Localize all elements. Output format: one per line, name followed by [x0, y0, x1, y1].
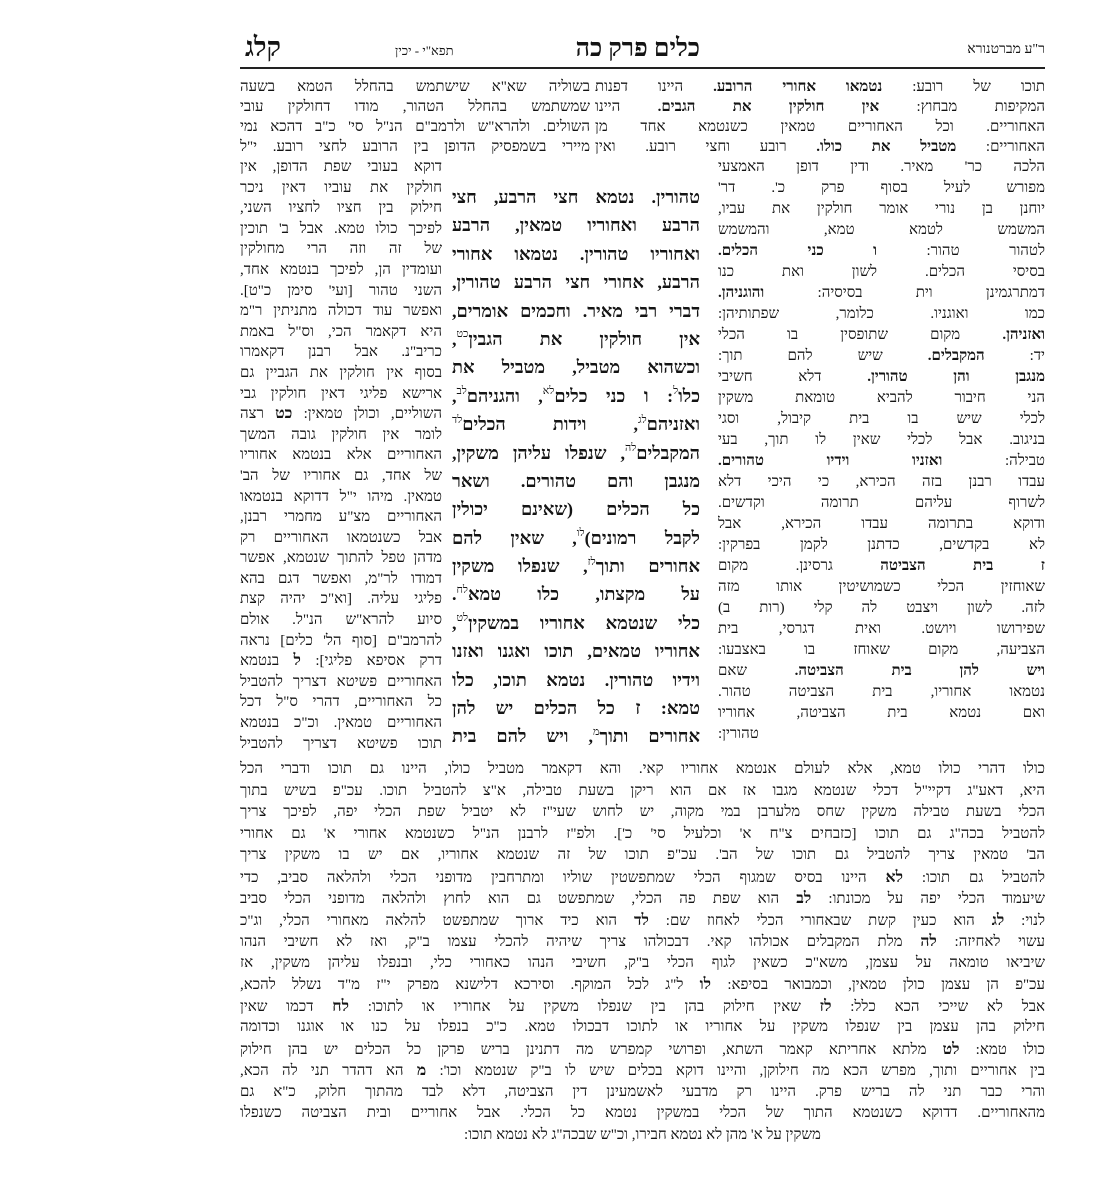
text-run: אבל כשנטמאו האחוריים רק: [240, 529, 442, 546]
yachin-column-line: [240, 548, 442, 569]
mishnah-column-line: [452, 552, 700, 580]
yachin-column-line: [240, 425, 442, 446]
yachin-column-line: [240, 157, 442, 178]
mishnah-column-line: [452, 580, 700, 608]
bartenura-column: [718, 157, 1045, 745]
text-run: כלו: [678, 385, 700, 406]
bartenura-column-line: [718, 178, 1045, 199]
heading-phrase: המקבלים.: [927, 348, 985, 364]
note-marker: ז: [635, 698, 641, 720]
text-run: דרק אסיפא פליגי]:: [300, 653, 442, 670]
footnote-reference: לט: [456, 612, 469, 625]
mishnah-column-line: [452, 495, 700, 523]
note-marker: לב: [796, 890, 812, 907]
yachin-column-line: [240, 610, 442, 631]
note-marker: ל: [293, 652, 301, 670]
text-run: לא בקדשים, כדתנן לקמן בפרקין:: [718, 537, 1045, 553]
text-run: האחוריים טמאין. וכ"כ בנטמא: [240, 715, 442, 732]
text-run: שאוחזין הכלי כשמושיטין אותו מזה: [718, 579, 1045, 595]
bartenura-column-line: [718, 304, 1045, 325]
text-run: היינו דפנות: [595, 79, 714, 95]
text-run: היא דקאמר הכי, וס"ל באמת: [240, 323, 442, 340]
text-run: טהורין:: [718, 726, 759, 742]
bartenura-top-block-line: [595, 117, 1045, 137]
yachin-column-line: [240, 507, 442, 528]
text-run: הוא שפת פה הכלי, שמתפשט גם הוא לחוץ ולהלאה מדופני הכלי סביב: [240, 891, 797, 907]
footnote-reference: לו: [576, 527, 585, 540]
bartenura-column-line: [718, 556, 1045, 577]
text-run: הכלי בשעת טבילה משקין שחס מלערבן במי מקוה, יש לחוש שעי"ז לא יטביל שפת הכלי יפה, לפיכך צריך: [240, 804, 1045, 820]
footnote-reference: לד: [452, 413, 463, 426]
mishnah-column-line: [452, 183, 700, 211]
text-run: לשרוף עליהם תרומה וקדשים.: [718, 495, 1045, 511]
yachin-column-line: [240, 487, 442, 508]
text-run: ,: [452, 385, 457, 406]
bartenura-column-line: [718, 199, 1045, 220]
text-run: אחורים ותוך: [595, 556, 700, 577]
bartenura-column-line: [718, 220, 1045, 241]
text-run: כריב"נ. אבל רבנן דקאמרו: [240, 344, 442, 361]
text-run: מדהן טפל להתוך שנטמא, אפשר: [240, 550, 442, 567]
yachin-bottom-block: [240, 759, 1045, 1146]
text-run: דכמו שאין: [240, 998, 333, 1015]
text-run: להטביל גם תוכו:: [902, 869, 1045, 886]
note-marker: לח: [332, 997, 349, 1015]
text-run: מיירי בשמפסיק הדופן בין הרובע לחצי רובע. י"ל: [240, 139, 590, 155]
text-run: בין אחוריים ותוך, מפרש הכא מה חילוקן, והיינו דוקא בכלים שיש לו ב"ק שנטמא וכו':: [426, 1063, 1045, 1079]
text-run: האחוריים. וכל האחוריים טמאין כשנטמא אחד מן: [595, 119, 1045, 135]
note-marker: לג: [991, 911, 1005, 929]
bartenura-column-line: [718, 367, 1045, 388]
text-run: יוחנן בן נורי אומר חולקין את עביו,: [718, 201, 1045, 217]
yachin-bottom-block-line: [240, 1017, 1045, 1039]
yachin-column-line: [240, 404, 442, 425]
bartenura-column-line: [718, 388, 1045, 409]
mishnah-column-line: [452, 410, 700, 438]
text-run: נטמאו אחוריו, בית הצביטה טהור.: [718, 684, 1045, 700]
heading-phrase: מטביל את כולו.: [816, 139, 957, 155]
yachin-bottom-block-line: [240, 996, 1045, 1018]
bartenura-column-line: [718, 325, 1045, 346]
text-run: המקיפות מבחוץ:: [879, 99, 1045, 115]
text-run: , והגניהם: [466, 385, 543, 406]
text-run: היינו: [595, 99, 658, 115]
text-run: ,: [452, 612, 457, 633]
yachin-column-line: [240, 178, 442, 199]
text-run: שיעמוד הכלי יפה על מכונתו:: [811, 891, 1045, 907]
text-run: הני חיבור להביא טומאת משקין: [718, 390, 1045, 406]
text-run: .: [452, 584, 457, 605]
text-run: בנטמא: [240, 653, 294, 670]
text-run: המקבלים: [636, 442, 700, 463]
yachin-column-line: [240, 631, 442, 652]
mishnah-column-line: [452, 467, 700, 495]
text-run: עבדו רבנן בזה הכירא, כי היכי דלא: [718, 474, 1045, 490]
text-run: מקום שתופסין בו הכלי: [718, 327, 1003, 343]
bartenura-column-line: [718, 157, 1045, 178]
text-run: המשמש לטמא טמא, והמשמש: [718, 222, 1045, 238]
text-run: לכלי שיש בו בית קיבול, וסגי: [718, 411, 1045, 427]
bartenura-column-line: [718, 577, 1045, 598]
text-run: כל האחוריים, דהרי ס"ל דכל: [240, 694, 442, 711]
text-run: כני כלים: [554, 385, 644, 406]
mishnah-column: [452, 183, 700, 751]
mishnah-column-line: [452, 666, 700, 694]
yachin-column-line: [240, 301, 442, 322]
heading-phrase: ויש להן בית הצביטה.: [794, 663, 1045, 679]
text-run: פליגי עליה. [וא"כ יהיה קצת: [240, 591, 442, 608]
text-run: הא דהדר תני לה הכא,: [240, 1063, 417, 1079]
text-run: כל הכלים יש להן: [452, 698, 636, 719]
text-run: בסיסי הכלים. לשון ואת כנו: [718, 264, 1045, 280]
yachin-column-line: [240, 322, 442, 343]
yachin-top-block-line: [240, 117, 590, 137]
text-run: שמשתמש בהחלל הטהור, מודו דחולקין עובי: [240, 99, 590, 115]
text-run: דמתרגמינן וית בסיסיה:: [764, 285, 1045, 301]
text-run: טמאין. מיהו י"ל דדוקא בנטמאו: [240, 488, 442, 505]
heading-phrase: נטמאו אחורי הרובע.: [713, 79, 883, 95]
bartenura-column-line: [718, 619, 1045, 640]
text-run: שפירושו ויושט. ואית דגרסי, בית: [718, 621, 1045, 637]
text-run: ,: [452, 328, 457, 349]
text-run: השוליים, וכולן טמאין:: [292, 406, 442, 423]
yachin-bottom-block-line: [240, 931, 1045, 953]
note-marker: לה: [920, 933, 937, 950]
text-run: מלת המקבלים אכולהו קאי. דבכולהו צריך שיהיה להכלי עצמו ב"ק, ואז לא חשיבי הנהו: [240, 934, 921, 950]
yachin-bottom-block-line: [240, 845, 1045, 867]
text-run: האחוריים:: [956, 139, 1045, 155]
text-run: מהאחוריים. דדוקא כשנטמא התוך של הכלי במשקין נטמא כל הכלי. אבל אחוריים ובית הצביטה כשנפלו: [240, 1105, 1045, 1121]
yachin-bottom-block-line: [240, 824, 1045, 846]
bartenura-column-line: [718, 262, 1045, 283]
heading-phrase: ו כני הכלים.: [718, 243, 878, 259]
yachin-column-line: [240, 734, 442, 755]
yachin-bottom-block-line: [240, 802, 1045, 824]
yachin-bottom-block-line: [240, 1082, 1045, 1104]
footnote-reference: ל: [673, 385, 679, 398]
text-run: ל"ג לכל המוקף. וסירכא דלישנא מפרק י"ז מ"ד נשלל להכא,: [240, 977, 700, 993]
yachin-bottom-block-line: [240, 910, 1045, 932]
yachin-bottom-block-line: [240, 781, 1045, 803]
bartenura-column-line: [718, 493, 1045, 514]
bartenura-column-line: [718, 682, 1045, 703]
yachin-column-line: [240, 239, 442, 260]
yachin-running-head: תפא"י - יכין: [395, 43, 454, 58]
text-run: אחורים ותוך: [599, 726, 700, 747]
footnote-reference: לא: [542, 385, 555, 398]
bartenura-column-line: [718, 703, 1045, 724]
mishnah-column-line: [452, 694, 700, 722]
mishnah-column-line: [452, 722, 700, 750]
bartenura-column-line: [718, 409, 1045, 430]
yachin-bottom-block-line: [240, 867, 1045, 889]
text-run: של זה וזה הרי מחולקין: [240, 241, 442, 258]
bartenura-running-head: ר"ע מברטנורא: [967, 42, 1045, 57]
text-run: של אחד, גם אחוריו של הב': [240, 467, 442, 484]
yachin-column-line: [240, 713, 442, 734]
text-run: גרסינן. מקום: [718, 558, 881, 574]
text-run: היא, דאע"ג דקיי"ל דכלי שנטמא מגבו אז אם הוא ריקן בשעת טבילה, א"צ להטביל תוכו. עכ"פ בשיש בתוך: [240, 782, 1045, 799]
yachin-top-block-line: [240, 97, 590, 117]
bartenura-top-block-line: [595, 77, 1045, 97]
text-run: רובע וחצי רובע. ואין: [595, 139, 817, 155]
bartenura-top-block: [595, 77, 1045, 157]
yachin-column-line: [240, 569, 442, 590]
yachin-column-line: [240, 198, 442, 219]
text-run: משקין על א' מהן לא נטמא חבירו, וכ"ש שבכה"ג לא נטמא תוכו:: [464, 1126, 821, 1143]
text-run: חולקין את עוביו דאין ניכר: [240, 179, 442, 196]
text-run: ארישא פליגי דאין חולקין גבי: [240, 385, 442, 402]
text-run: שיביאו טומאה על עצמן, משא"כ כשאין לגוף הכלי ב"ק, חשיבי הנהו כאחורי כלי, ובנפלו עליהן משקין, אז: [240, 954, 1045, 971]
text-run: לפיכך כולו טמא. אבל ב' תוכין: [240, 220, 442, 237]
text-run: בניגוב. אבל לכלי שאין לו תוך, בעי: [718, 432, 1045, 448]
text-run: תוכו פשיטא דצריך להטביל: [240, 735, 442, 752]
mishnah-column-line: [452, 268, 700, 296]
text-run: יד:: [984, 348, 1045, 364]
text-run: הצביעה, מקום שאוחז בו באצבעו:: [718, 642, 1045, 658]
text-run: כולו דהרי כולו טמא, אלא לעולם אנטמא אחוריו קאי. והא דקאמר מטביל כולו, היינו גם תוכו ודברי הכל: [240, 761, 1045, 777]
yachin-column-line: [240, 384, 442, 405]
mishnah-column-line: [452, 609, 700, 637]
text-run: טבילה:: [942, 453, 1045, 469]
text-run: טהורין. נטמא חצי הרבע, חצי: [452, 187, 700, 207]
header-rule: [240, 67, 1045, 69]
mishnah-column-line: [452, 353, 700, 381]
text-run: מנגבן והם טהורים. ושאר: [452, 470, 700, 491]
note-marker: לז: [819, 997, 832, 1015]
text-run: , שאין להם: [452, 527, 577, 548]
bartenura-column-line: [718, 430, 1045, 451]
heading-phrase: מנגבן והן טהורין.: [867, 369, 1045, 385]
yachin-bottom-block-line: [240, 1060, 1045, 1082]
note-marker: מ: [416, 1062, 427, 1079]
text-run: ואחוריו טהורין. נטמאו אחורי: [452, 243, 700, 264]
yachin-column-line: [240, 589, 442, 610]
note-marker: לא: [885, 868, 903, 886]
footnote-reference: מ: [592, 725, 600, 738]
yachin-bottom-block-line: [240, 888, 1045, 910]
footnote-reference: לב: [456, 385, 467, 398]
text-run: דוקא בעובי שפת הדופן, אין: [240, 159, 442, 175]
yachin-top-block: [240, 77, 590, 157]
bartenura-column-line: [718, 346, 1045, 367]
mishnah-column-line: [452, 325, 700, 353]
yachin-bottom-block-line: [240, 953, 1045, 975]
mishnah-column-line: [452, 439, 700, 467]
text-run: הב' טמאין צריך להטביל גם תוכו של הב'. עכ"פ תוכו של זה שנטמא אחוריו, אם יש בו משקין צריך: [240, 847, 1045, 863]
heading-phrase: ואזניהן.: [1002, 327, 1045, 343]
mishnah-column-line: [452, 240, 700, 268]
heading-phrase: והוגניהן.: [718, 285, 765, 301]
text-run: חילוק בהן עצמן בין שנפלו משקין על אחוריו או לתוכו דבכולו טמא. כ"כ בנפלו על כנו או אוגנו וכדומה: [240, 1019, 1045, 1035]
bartenura-column-line: [718, 514, 1045, 535]
text-run: ודוקא בתרומה עבדו הכירא, אבל: [718, 516, 1045, 532]
text-run: על מקצתו, כלו טמא: [467, 584, 700, 605]
yachin-bottom-block-line: [240, 1039, 1045, 1061]
mishnah-column-line: [452, 382, 700, 410]
page-number: קלג: [245, 32, 281, 62]
tractate-chapter-title: כלים פרק כה: [575, 35, 700, 62]
yachin-column-line: [240, 219, 442, 240]
bartenura-column-line: [718, 724, 1045, 745]
text-run: לנוי:: [1004, 912, 1045, 929]
bartenura-column-line: [718, 598, 1045, 619]
text-run: לטהור טהור:: [877, 243, 1045, 259]
text-run: והרי כבר תני לה בריש פרק. היינו רק מדבעי לאשמעינן דין הצביטה, דלא לבד מהתוך חלוק, כ"א גם: [240, 1083, 1045, 1100]
text-run: ועומדין הן, לפיכך בנטמא אחד,: [240, 261, 442, 278]
yachin-column-line: [240, 651, 442, 672]
text-run: לזה. לשון ויצבט לה קלי (רות ב): [718, 600, 1045, 616]
text-run: לומר אין חולקין גובה המשך: [240, 426, 442, 443]
text-run: אין חולקין את הגבין: [468, 328, 700, 349]
yachin-top-block-line: [240, 137, 590, 157]
note-marker: ו: [643, 385, 649, 407]
bartenura-top-block-line: [595, 97, 1045, 117]
bartenura-column-line: [718, 661, 1045, 682]
note-marker: כט: [275, 405, 293, 423]
mishnah-column-line: [452, 637, 700, 665]
yachin-column-line: [240, 528, 442, 549]
text-run: השולים. ולהרא"ש ולרמב"ם הנ"ל סי' כ"ב דהכא נמי: [240, 119, 590, 135]
heading-phrase: ז בית הצביטה: [880, 558, 1045, 574]
text-run: כלי שנטמא אחוריו במשקין: [468, 612, 700, 633]
text-run: עשוי לאחיזה:: [936, 934, 1045, 950]
text-run: האחוריים אלא בנטמא אחוריו: [240, 447, 442, 464]
text-run: הרבע, אחורי חצי הרבע טהורין,: [452, 272, 700, 293]
text-run: ואזניהם: [646, 414, 700, 435]
text-run: השני טהור [ועי' סימן כ"ט].: [240, 282, 442, 299]
yachin-column-line: [240, 281, 442, 302]
text-run: :: [648, 385, 674, 406]
text-run: טמא:: [640, 698, 700, 719]
text-run: האחוריים מצ"ע מחמרי רבנן,: [240, 509, 442, 526]
yachin-column-line: [240, 466, 442, 487]
yachin-column-line: [240, 342, 442, 363]
bartenura-column-line: [718, 451, 1045, 472]
bartenura-column-line: [718, 640, 1045, 661]
bartenura-column-line: [718, 283, 1045, 304]
text-run: אחוריו טמאים, תוכו ואגנו ואזנו: [452, 641, 700, 662]
text-run: היינו בסיס שמגוף הכלי שמתפשטין שוליו ומתרחבין מדופני הכלי ולהלאה סביב, כדי: [240, 869, 886, 886]
yachin-bottom-block-line: [240, 1125, 1045, 1147]
text-run: מפורש לעיל בסוף פרק כ'. דר': [718, 180, 1045, 196]
text-run: בסוף אין חולקין את הגביין גם: [240, 364, 442, 381]
mishnah-column-line: [452, 297, 700, 325]
note-marker: לו: [699, 976, 712, 993]
mishnah-column-line: [452, 211, 700, 239]
text-run: הוא כיד ארוך שמתפשט להלאה מאחורי הכלי, וג"כ: [240, 912, 634, 929]
footnote-reference: כט: [456, 328, 469, 341]
text-run: חילוק בין חציו לחציו השני,: [240, 200, 442, 217]
text-run: , ויש להם בית: [452, 726, 593, 747]
text-run: שאין חילוק בהן בין שנפלו משקין על אחוריו או לתוכו:: [348, 998, 820, 1015]
text-run: דברי רבי מאיר. וחכמים אומרים,: [452, 300, 700, 321]
text-run: שיש להם תוך:: [718, 348, 928, 364]
text-run: האחוריים פשיטא דצריך להטביל: [240, 673, 442, 690]
text-run: אבל לא שייכי הכא כלל:: [831, 998, 1045, 1015]
note-marker: לד: [633, 911, 649, 929]
text-run: וכשהוא מטביל, מטביל את: [452, 357, 700, 378]
yachin-column-line: [240, 445, 442, 466]
text-run: לקבל רמונים): [584, 527, 700, 548]
text-run: וידיו טהורין. נטמא תוכו, כלו: [452, 669, 700, 690]
text-run: תוכו של רובע:: [882, 79, 1045, 95]
yachin-bottom-block-line: [240, 1103, 1045, 1125]
text-run: ואפשר עוד דכולה מתניתין ר"מ: [240, 303, 442, 320]
heading-phrase: ואזניו וידיו טהורים.: [718, 453, 943, 469]
yachin-column-line: [240, 363, 442, 384]
text-run: כל הכלים (שאינם יכולין: [452, 499, 700, 520]
text-run: דמודו לר"מ, ואפשר דגם בהא: [240, 570, 442, 587]
yachin-bottom-block-line: [240, 974, 1045, 996]
footnote-reference: לה: [625, 441, 637, 454]
text-run: הרבע ואחוריו טמאין, הרבע: [452, 215, 700, 236]
text-run: כמו ואוגניו. כלומר, שפתותיהן:: [718, 306, 1045, 322]
bartenura-top-block-line: [595, 137, 1045, 157]
footnote-reference: לח: [456, 583, 468, 596]
text-run: רצה: [240, 406, 276, 423]
yachin-column-line: [240, 692, 442, 713]
text-run: הלכה כר' מאיר. ודין דופן האמצעי: [718, 159, 1045, 175]
yachin-top-block-line: [240, 77, 590, 97]
text-run: להטביל בכה"ג גם תוכו [כזבחים צ"ח א' וכלעיל סי' כ']. ולפ"ז לרבנן הנ"ל כשנטמא אחורי א' גם אחורי: [240, 825, 1045, 842]
text-run: ואם נטמא בית הצביטה, אחוריו: [718, 705, 1045, 721]
bartenura-column-line: [718, 241, 1045, 262]
yachin-bottom-block-line: [240, 759, 1045, 781]
text-run: , שנפלו עליהן משקין,: [452, 442, 626, 463]
footnote-reference: לג: [638, 413, 647, 426]
text-run: מלתא אחריתא קאמר השתא, ופרושי קמפרש מה דתנינן בריש פרקן כל הכלים יש בהן חילוק: [240, 1041, 943, 1058]
text-run: דלא חשיבי: [718, 369, 868, 385]
mishnah-column-line: [452, 524, 700, 552]
text-run: עכ"פ הן עצמן כולן טמאין, וכמבואר בסיפא:: [711, 977, 1045, 993]
bartenura-column-line: [718, 472, 1045, 493]
yachin-column-line: [240, 672, 442, 693]
heading-phrase: אין חולקין את הגבים.: [657, 99, 880, 115]
text-run: להרמב"ם [סוף הל' כלים] נראה: [240, 632, 442, 649]
yachin-column-line: [240, 260, 442, 281]
yachin-column: [240, 157, 442, 754]
text-run: שאם: [718, 663, 795, 679]
text-run: , שנפלו משקין: [452, 556, 588, 577]
text-run: סיוע להרא"ש הנ"ל. אולם: [240, 612, 442, 629]
text-run: , וידות הכלים: [462, 414, 639, 435]
bartenura-column-line: [718, 535, 1045, 556]
text-run: כולו טמא:: [959, 1041, 1045, 1058]
text-run: הוא כעין קשת שבאחורי הכלי לאחוז שם:: [648, 912, 992, 929]
note-marker: לט: [942, 1040, 960, 1058]
footnote-reference: לז: [587, 555, 596, 568]
text-run: בשוליה שא"א שישתמש בהחלל הטמא בשעה: [240, 79, 590, 95]
